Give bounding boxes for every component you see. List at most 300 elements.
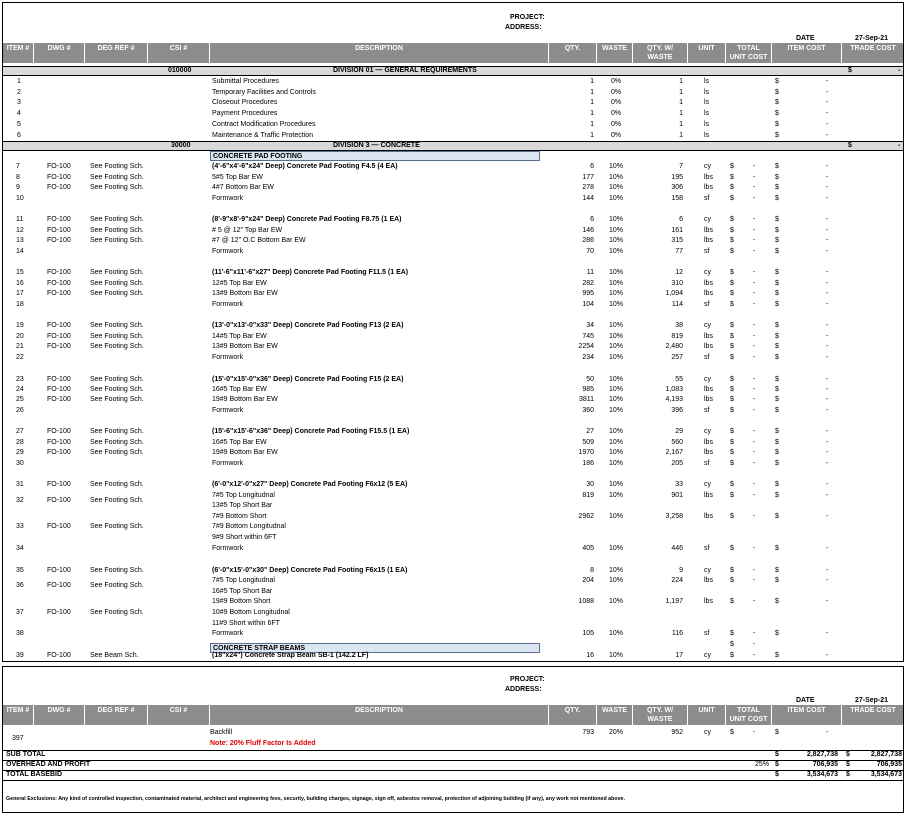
row-qty-w-waste: 2,480 (665, 343, 683, 350)
row-qty-w-waste: 161 (671, 227, 683, 234)
total-bottom-rule (3, 780, 903, 781)
row-description: (15'-6"x15'-6"x36" Deep) Concrete Pad Footing F15.5 (1 EA) (212, 428, 410, 435)
row-waste: 10% (608, 354, 623, 361)
col-unit-2: UNIT (688, 705, 726, 725)
ohp-trade-cost: 706,935 (876, 761, 902, 768)
row-item-cost-dollar: $ (775, 376, 779, 383)
row-waste: 10% (608, 174, 623, 181)
col-item-cost: ITEM COST (772, 43, 842, 63)
row-dwg: FO-100 (47, 439, 71, 446)
total-top-rule (3, 770, 903, 771)
row-unit-cost-dollar: $ (730, 301, 734, 308)
row-unit: lbs (704, 280, 713, 287)
total-trade-cost: 3,534,673 (870, 771, 902, 778)
row-qty-w-waste: 17 (675, 652, 683, 659)
row-item-cost-dash: - (826, 577, 829, 584)
row-item-cost-dash: - (826, 99, 829, 107)
row-qty: 204 (582, 577, 594, 584)
row-unit-cost-dollar: $ (730, 354, 734, 361)
row-description: 13#9 Bottom Bar EW (212, 290, 278, 297)
row-qty-w-waste: 6 (679, 216, 683, 223)
row-unit-cost-dollar: $ (730, 248, 734, 255)
row-description: Formwork (212, 195, 244, 202)
ohp-label: OVERHEAD AND PROFIT (6, 761, 91, 768)
row-qty: 3811 (578, 396, 594, 403)
row-item-cost-dash: - (826, 290, 829, 297)
row-item-cost-dollar: $ (775, 449, 779, 456)
row-qty: 995 (582, 290, 594, 297)
row-qty: 1 (590, 131, 594, 139)
row-item-cost-dash: - (826, 184, 829, 191)
row-description: 5#5 Top Bar EW (212, 174, 263, 181)
row-deg-ref: See Footing Sch. (90, 227, 144, 234)
row-unit: cy (704, 269, 711, 276)
row-unit-cost-dollar: $ (730, 237, 734, 244)
row-description: Formwork (212, 301, 244, 308)
row-unit: sf (704, 301, 710, 308)
row-unit-cost-dollar: $ (730, 280, 734, 287)
row-item-number: 5 (17, 120, 21, 128)
row-qty: 1 (590, 88, 594, 96)
row-item-cost-dash: - (826, 376, 829, 383)
row-qty-w-waste: 257 (671, 354, 683, 361)
row-qty: 50 (586, 376, 594, 383)
row-item-cost-dash: - (826, 280, 829, 287)
row-item-cost-dash: - (826, 322, 829, 329)
row-unit: sf (704, 407, 710, 414)
col-dwg-2: DWG # (34, 705, 85, 725)
row-item-cost-dash: - (826, 460, 829, 467)
row-item-cost-dash: - (826, 88, 829, 96)
row-unit: cy (704, 216, 711, 223)
row-deg-ref: See Footing Sch. (90, 523, 144, 530)
row-item-number: 33 (16, 523, 24, 530)
total-basebid-label: TOTAL BASEBID (6, 771, 63, 778)
date-value: 27-Sep-21 (855, 35, 889, 42)
row-item-number: 6 (17, 131, 21, 139)
row-unit-cost-dollar: $ (730, 641, 734, 648)
row-qty: 2254 (578, 343, 594, 350)
row-item-number: 17 (16, 290, 24, 297)
row-item-cost-dollar: $ (775, 290, 779, 297)
row-description: Formwork (212, 407, 244, 414)
row-unit-cost-dollar: $ (730, 269, 734, 276)
total-dollar-2: $ (846, 771, 850, 778)
row-deg-ref: See Footing Sch. (90, 449, 144, 456)
row-item-number: 9 (16, 184, 20, 191)
row-qty: 6 (590, 163, 594, 170)
row-unit-cost-dash: - (753, 301, 756, 308)
row-item-number: 37 (16, 609, 24, 616)
ohp-dollar-1: $ (775, 761, 779, 768)
row-item-number: 27 (16, 428, 24, 435)
row-unit: ls (704, 120, 710, 128)
row-unit: lbs (704, 577, 713, 584)
row-dwg: FO-100 (47, 449, 71, 456)
row-unit-cost-dash: - (753, 248, 756, 255)
row-unit-cost-dash: - (753, 577, 756, 584)
col-waste: WASTE (597, 43, 633, 63)
row-unit-cost-dollar: $ (730, 449, 734, 456)
row-description: Formwork (212, 248, 244, 255)
row-dwg: FO-100 (47, 174, 71, 181)
column-header-row (3, 43, 903, 63)
row-item-cost-dollar: $ (775, 598, 779, 605)
row-unit-cost-dash: - (753, 290, 756, 297)
row-unit: lbs (704, 184, 713, 191)
row-unit-cost-dash: - (753, 439, 756, 446)
row-unit: lbs (704, 343, 713, 350)
backfill-waste: 20% (608, 729, 623, 736)
row-qty-w-waste: 77 (675, 248, 683, 255)
row-unit: lbs (704, 290, 713, 297)
row-qty: 819 (582, 492, 594, 499)
row-description: 16#5 Top Bar EW (212, 439, 267, 446)
row-unit-cost-dollar: $ (730, 227, 734, 234)
subhead-concrete-pad-footing: CONCRETE PAD FOOTING (210, 151, 540, 161)
row-unit: ls (704, 110, 710, 118)
row-item-cost-dash: - (826, 269, 829, 276)
row-unit-cost-dash: - (753, 652, 756, 659)
row-item-cost-dollar: $ (775, 652, 779, 659)
row-unit-cost-dash: - (753, 216, 756, 223)
row-item-cost-dash: - (826, 354, 829, 361)
row-deg-ref: See Footing Sch. (90, 396, 144, 403)
col-description-2: DESCRIPTION (210, 705, 549, 725)
row-qty: 286 (582, 237, 594, 244)
subtotal-dollar-2: $ (846, 751, 850, 758)
col-unit: UNIT (688, 43, 726, 63)
row-description: 12#5 Top Bar EW (212, 280, 267, 287)
row-unit-cost-dash: - (753, 195, 756, 202)
row-item-cost-dollar: $ (775, 184, 779, 191)
row-item-cost-dash: - (826, 110, 829, 118)
row-deg-ref: See Footing Sch. (90, 439, 144, 446)
row-item-number: 15 (16, 269, 24, 276)
row-dwg: FO-100 (47, 184, 71, 191)
col-item: ITEM # (3, 43, 34, 63)
row-qty-w-waste: 1 (679, 110, 683, 118)
backfill-qty-w-waste: 952 (671, 729, 683, 736)
row-description: (13'-0"x13'-0"x33" Deep) Concrete Pad Footing F13 (2 EA) (212, 322, 404, 329)
row-dwg: FO-100 (47, 609, 71, 616)
row-description: (6'-0"x15'-0"x30" Deep) Concrete Pad Footing F6x15 (1 EA) (212, 567, 408, 574)
row-waste: 10% (608, 248, 623, 255)
row-description: (8'-9"x8'-9"x24" Deep) Concrete Pad Footing F8.75 (1 EA) (212, 216, 402, 223)
row-qty-w-waste: 1,197 (665, 598, 683, 605)
row-qty-w-waste: 306 (671, 184, 683, 191)
row-item-number: 34 (16, 545, 24, 552)
row-item-cost-dash: - (826, 652, 829, 659)
row-qty: 30 (586, 481, 594, 488)
row-qty: 1 (590, 78, 594, 85)
col-trade-cost: TRADE COST (850, 45, 896, 52)
row-unit-cost-dollar: $ (730, 322, 734, 329)
row-item-cost-dash: - (826, 248, 829, 255)
row-waste: 0% (610, 120, 622, 128)
row-dwg: FO-100 (47, 227, 71, 234)
row-qty: 509 (582, 439, 594, 446)
row-unit-cost-dollar: $ (730, 567, 734, 574)
row-item-cost-dollar: $ (775, 237, 779, 244)
row-item-cost-dash: - (826, 630, 829, 637)
row-waste: 10% (608, 216, 623, 223)
row-unit-cost-dash: - (753, 322, 756, 329)
col-item-2: ITEM # (3, 705, 34, 725)
row-unit: cy (704, 376, 711, 383)
row-unit: lbs (704, 439, 713, 446)
row-unit-cost-dash: - (753, 407, 756, 414)
row-unit-cost-dash: - (753, 449, 756, 456)
row-dwg: FO-100 (47, 428, 71, 435)
row-item-cost-dash: - (826, 513, 829, 520)
row-waste: 0% (610, 99, 622, 107)
row-dwg: FO-100 (47, 386, 71, 393)
row-waste: 10% (608, 513, 623, 520)
row-item-cost-dollar: $ (775, 481, 779, 488)
col-dwg: DWG # (34, 43, 85, 63)
row-deg-ref: See Footing Sch. (90, 497, 144, 504)
backfill-desc: Backfill (210, 729, 233, 736)
row-waste: 10% (608, 652, 623, 659)
row-item-cost-dash: - (826, 449, 829, 456)
row-description: Formwork (212, 630, 244, 637)
division-3-row (3, 141, 903, 151)
row-item-number: 11 (16, 216, 24, 223)
row-unit: cy (704, 428, 711, 435)
row-qty: 8 (590, 567, 594, 574)
row-waste: 10% (608, 439, 623, 446)
row-qty: 360 (582, 407, 594, 414)
row-qty: 1 (590, 110, 594, 118)
row-item-cost-dash: - (826, 407, 829, 414)
row-item-number: 29 (16, 449, 24, 456)
row-waste: 0% (610, 78, 622, 85)
row-unit-cost-dash: - (753, 492, 756, 499)
row-qty: 27 (586, 428, 594, 435)
row-waste: 10% (608, 269, 623, 276)
row-description: Temporary Facilities and Controls (212, 88, 316, 96)
division-01-title: DIVISION 01 — GENERAL REQUIREMENTS (333, 67, 477, 74)
row-unit-cost-dash: - (753, 481, 756, 488)
row-item-number: 19 (16, 322, 24, 329)
row-unit-cost-dollar: $ (730, 652, 734, 659)
row-item-cost-dollar: $ (775, 163, 779, 170)
row-waste: 10% (608, 280, 623, 287)
row-deg-ref: See Footing Sch. (90, 174, 144, 181)
row-item-number: 32 (16, 497, 24, 504)
row-unit-cost-dollar: $ (730, 174, 734, 181)
row-qty-w-waste: 55 (675, 376, 683, 383)
row-unit-cost-dollar: $ (730, 513, 734, 520)
row-waste: 10% (608, 630, 623, 637)
col-description: DESCRIPTION (210, 43, 549, 63)
row-description: 10#9 Bottom Longitudnal (212, 609, 290, 616)
row-qty-w-waste: 310 (671, 280, 683, 287)
row-item-cost-dash: - (826, 237, 829, 244)
backfill-unit: cy (704, 729, 711, 736)
col-degref-2: DEG REF # (85, 705, 148, 725)
row-item-cost-dollar: $ (775, 492, 779, 499)
row-waste: 10% (608, 333, 623, 340)
col-qty-w-waste-2: QTY. W/ WASTE (633, 705, 688, 725)
row-description: 19#9 Bottom Bar EW (212, 396, 278, 403)
row-item-cost-dollar: $ (775, 99, 779, 107)
row-item-cost-dash: - (826, 163, 829, 170)
row-unit: lbs (704, 513, 713, 520)
row-waste: 10% (608, 163, 623, 170)
row-deg-ref: See Footing Sch. (90, 481, 144, 488)
row-item-number: 13 (16, 237, 24, 244)
row-item-number: 7 (16, 163, 20, 170)
col-total-unit-cost: TOTAL UNIT COST (726, 43, 772, 63)
row-item-cost-dash: - (826, 131, 829, 139)
row-unit: cy (704, 652, 711, 659)
row-dwg: FO-100 (47, 333, 71, 340)
row-qty-w-waste: 901 (671, 492, 683, 499)
row-waste: 10% (608, 184, 623, 191)
row-item-cost-dash: - (826, 333, 829, 340)
row-dwg: FO-100 (47, 376, 71, 383)
row-item-cost-dollar: $ (775, 354, 779, 361)
row-unit-cost-dollar: $ (730, 376, 734, 383)
row-item-number: 3 (17, 99, 21, 107)
row-unit-cost-dash: - (753, 269, 756, 276)
row-unit-cost-dash: - (753, 641, 756, 648)
row-description: 4#7 Bottom Bar EW (212, 184, 274, 191)
row-qty-w-waste: 7 (679, 163, 683, 170)
row-unit-cost-dollar: $ (730, 545, 734, 552)
row-qty: 34 (586, 322, 594, 329)
row-description: 19#9 Bottom Bar EW (212, 449, 278, 456)
division-01-dollar: $ (848, 67, 852, 74)
row-deg-ref: See Footing Sch. (90, 237, 144, 244)
division-01-row (3, 66, 903, 76)
row-unit: cy (704, 163, 711, 170)
row-item-cost-dash: - (826, 567, 829, 574)
row-qty: 144 (582, 195, 594, 202)
backfill-unit-dash: - (753, 729, 756, 736)
row-item-number: 30 (16, 460, 24, 467)
row-item-cost-dash: - (826, 216, 829, 223)
row-unit-cost-dash: - (753, 567, 756, 574)
estimate-sheet-page-1 (2, 2, 904, 662)
row-item-cost-dash: - (826, 301, 829, 308)
row-description: Payment Procedures (212, 110, 278, 118)
row-item-cost-dash: - (826, 120, 829, 128)
row-item-number: 10 (16, 195, 24, 202)
row-unit: lbs (704, 396, 713, 403)
row-item-cost-dash: - (826, 195, 829, 202)
row-waste: 10% (608, 227, 623, 234)
division-01-dash: - (898, 67, 901, 74)
row-qty: 282 (582, 280, 594, 287)
row-unit-cost-dash: - (753, 163, 756, 170)
row-item-cost-dash: - (826, 174, 829, 181)
row-waste: 10% (608, 567, 623, 574)
row-item-cost-dash: - (826, 428, 829, 435)
row-unit-cost-dash: - (753, 354, 756, 361)
row-unit-cost-dash: - (753, 333, 756, 340)
row-waste: 10% (608, 386, 623, 393)
row-item-cost-dollar: $ (775, 216, 779, 223)
row-deg-ref: See Footing Sch. (90, 216, 144, 223)
row-item-cost-dollar: $ (775, 439, 779, 446)
row-qty: 1970 (578, 449, 594, 456)
row-dwg: FO-100 (47, 237, 71, 244)
row-dwg: FO-100 (47, 582, 71, 589)
row-unit-cost-dollar: $ (730, 598, 734, 605)
row-item-number: 4 (17, 110, 21, 118)
project-label-2: PROJECT: (510, 676, 545, 683)
row-description: Formwork (212, 545, 244, 552)
row-item-cost-dash: - (826, 481, 829, 488)
row-item-cost-dollar: $ (775, 567, 779, 574)
subtotal-trade-cost: 2,827,738 (870, 751, 902, 758)
row-item-cost-dash: - (826, 78, 829, 85)
row-qty-w-waste: 29 (675, 428, 683, 435)
row-unit: cy (704, 481, 711, 488)
row-item-cost-dash: - (826, 386, 829, 393)
row-qty: 186 (582, 460, 594, 467)
row-qty: 1 (590, 99, 594, 107)
row-item-cost-dollar: $ (775, 88, 779, 96)
backfill-cost-dash: - (826, 729, 829, 736)
col-qty-w-waste: QTY. W/ WASTE (633, 43, 688, 63)
row-item-cost-dollar: $ (775, 174, 779, 181)
row-qty-w-waste: 158 (671, 195, 683, 202)
ohp-percent: 25% (754, 761, 769, 768)
row-unit-cost-dash: - (753, 227, 756, 234)
row-unit-cost-dollar: $ (730, 216, 734, 223)
row-description: 11#9 Short within 6FT (212, 620, 280, 627)
row-unit: sf (704, 248, 710, 255)
subtotal-label: SUB TOTAL (6, 751, 46, 758)
row-description: (15'-0"x15'-0"x36" Deep) Concrete Pad Footing F15 (2 EA) (212, 376, 404, 383)
row-description: Closeout Procedures (212, 99, 278, 107)
row-description: (18"x24") Concrete Strap Beam SB-1 (142.2 LF) (212, 652, 369, 659)
total-dollar-1: $ (775, 771, 779, 778)
row-dwg: FO-100 (47, 269, 71, 276)
row-item-number: 24 (16, 386, 24, 393)
row-qty-w-waste: 12 (675, 269, 683, 276)
row-waste: 10% (608, 449, 623, 456)
row-waste: 10% (608, 492, 623, 499)
row-unit-cost-dollar: $ (730, 195, 734, 202)
row-qty-w-waste: 33 (675, 481, 683, 488)
row-unit-cost-dollar: $ (730, 290, 734, 297)
row-description: 19#9 Bottom Short (212, 598, 271, 605)
row-deg-ref: See Footing Sch. (90, 269, 144, 276)
row-item-number: 1 (17, 78, 21, 85)
row-waste: 10% (608, 290, 623, 297)
row-description: # 5 @ 12" Top Bar EW (212, 227, 283, 234)
row-unit-cost-dollar: $ (730, 386, 734, 393)
row-waste: 10% (608, 460, 623, 467)
row-unit-cost-dash: - (753, 237, 756, 244)
backfill-cost-dollar: $ (775, 729, 779, 736)
row-item-cost-dollar: $ (775, 227, 779, 234)
backfill-note: Note: 20% Fluff Factor Is Added (210, 740, 316, 747)
row-description: 7#9 Bottom Longitudnal (212, 523, 286, 530)
division-3-title: DIVISION 3 — CONCRETE (333, 142, 420, 149)
row-deg-ref: See Footing Sch. (90, 376, 144, 383)
ohp-item-cost: 706,935 (812, 761, 838, 768)
row-unit-cost-dollar: $ (730, 577, 734, 584)
row-qty-w-waste: 446 (671, 545, 683, 552)
row-item-cost-dollar: $ (775, 301, 779, 308)
row-dwg: FO-100 (47, 523, 71, 530)
